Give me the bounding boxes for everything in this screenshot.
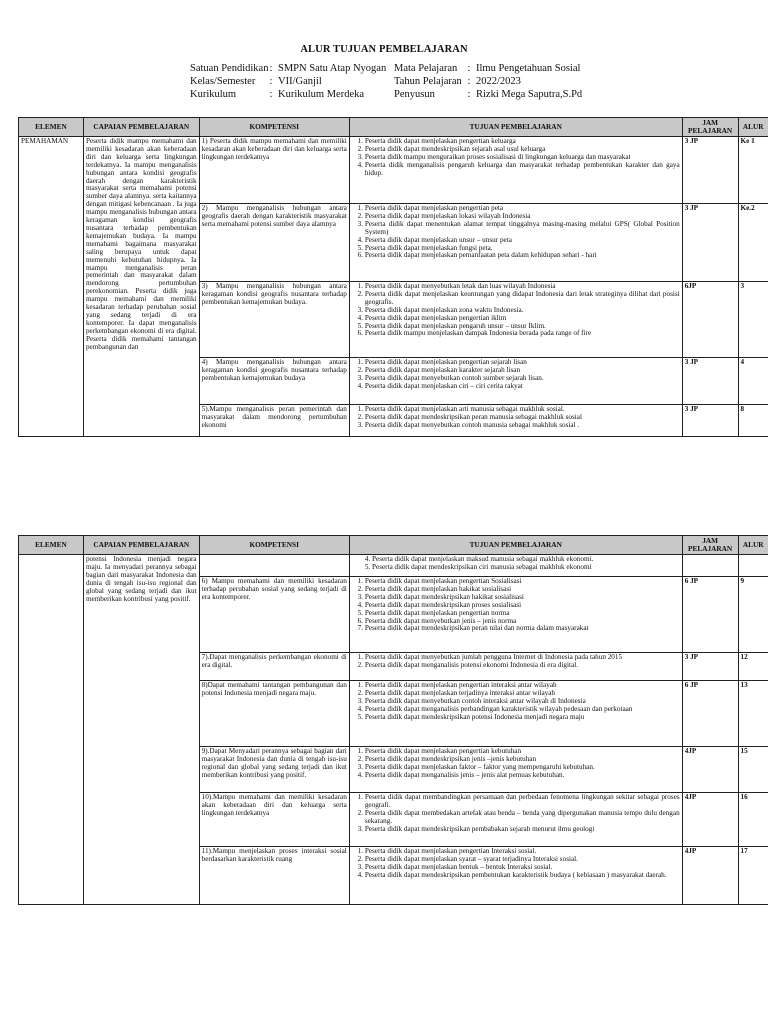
header-jam: JAM PELAJARAN — [682, 536, 738, 555]
tujuan-item: 2. Peserta didik dapat mendeskripsikan jenis –jenis kebutuhan — [365, 756, 680, 764]
meta-label: Kurikulum — [190, 89, 237, 100]
tujuan-item: 3. Peserta didik dapat mendeskripsikan pembabakan sejarah menurut ilmu geologi — [365, 826, 680, 834]
kompetensi-cell: 6) Mampu memahami dan memiliki kesadaran terhadap perubahan sosial yang sedang terjadi di era kontemporer. — [199, 577, 349, 653]
tujuan-item: 3. Peserta didik mampu menguraikan proses sosialisasi di lingkungan keluarga dan masyarakat — [365, 154, 680, 162]
header-capaian: CAPAIAN PEMBELAJARAN — [83, 536, 199, 555]
jam-cell: 6 JP — [682, 681, 738, 747]
tujuan-item: 3. Peserta didik dapat mendeskripsikan hakikat sosialisasi — [365, 594, 680, 602]
tujuan-item: 4. Peserta didik dapat mendeskripsikan pembentukan karakteristik budaya ( kebiasaan ) masyarakat daerah. — [365, 872, 680, 880]
tujuan-item: 1. Peserta didik dapat menjelaskan arti manusia sebagai makhluk sosial. — [365, 406, 680, 414]
header-jam: JAM PELAJARAN — [682, 118, 738, 137]
header-alur: ALUR — [738, 536, 768, 555]
tujuan-item: 4. Peserta didik dapat menjelaskan ciri – ciri cerita rakyat — [365, 383, 680, 391]
jam-cell: 3 JP — [682, 653, 738, 681]
header-capaian: CAPAIAN PEMBELAJARAN — [83, 118, 199, 137]
capaian-cell: potensi Indonesia menjadi negara maju. Ia menyadari perannya sebagai bagian dari masyarakat Indonesia dan dunia di tengah isu-isu regional dan global yang sedang terjadi dan ikut memberikan kontribusi yang positif. — [83, 555, 199, 905]
meta-value: 2022/2023 — [476, 76, 521, 87]
tujuan-item: 5. Peserta didik dapat menjelaskan pengaruh unsur – unsur Iklim. — [365, 323, 680, 331]
tujuan-item: 4. Peserta didik dapat menjelaskan maksud manusia sebagai makhluk ekonomi. — [364, 555, 594, 563]
jam-cell: 6JP — [682, 282, 738, 358]
alur-cell: 8 — [738, 405, 768, 437]
tujuan-item: 3. Peserta didik dapat menyebutkan contoh interaksi antar wilayah di Indonesia — [365, 698, 680, 706]
tujuan-cell — [349, 747, 682, 793]
tujuan-item: 2. Peserta didik dapat mendeskripsikan sejarah asal usul keluarga — [365, 146, 680, 154]
elemen-cell: PEMAHAMAN — [19, 137, 84, 437]
tujuan-item: 1. Peserta didik dapat menjelaskan pengertian peta — [365, 205, 680, 213]
kompetensi-cell: 3) Mampu menganalisis hubungan antara keragaman kondisi geografis nusantara terhadap pembentukan kemajemukan budaya. — [199, 282, 349, 358]
tujuan-item: 1. Peserta didik dapat menjelaskan pengertian sejarah lisan — [365, 359, 680, 367]
table-row — [19, 137, 768, 204]
alur-cell: 15 — [738, 747, 768, 793]
tujuan-cell — [349, 847, 682, 905]
meta-label: Kelas/Semester — [190, 76, 256, 87]
table-alur-2 — [18, 535, 768, 905]
meta-label: Tahun Pelajaran — [394, 76, 462, 87]
kompetensi-cell: 7).Dapat menganalisis perkembangan ekonomi di era digital. — [199, 653, 349, 681]
tujuan-cell — [349, 555, 682, 577]
alur-cell: Ke 1 — [738, 137, 768, 204]
table-row — [19, 555, 768, 577]
tujuan-cell — [349, 681, 682, 747]
tujuan-item: 2. Peserta didik dapat menjelaskan syarat – syarat terjadinya Interaksi sosial. — [365, 856, 680, 864]
jam-cell: 4JP — [682, 747, 738, 793]
kompetensi-cell: 4) Mampu menganalisis hubungan antara keragaman kondisi geografis nusantara terhadap pembentukan kemajemukan budaya — [199, 358, 349, 405]
meta-label: Penyusun — [394, 89, 435, 100]
jam-cell: 4JP — [682, 793, 738, 847]
alur-cell — [738, 555, 768, 577]
tujuan-item: 3. Peserta didik dapat menjelaskan zona waktu Indonesia. — [365, 307, 680, 315]
meta-value: Ilmu Pengetahuan Sosial — [476, 63, 581, 74]
tujuan-item: 3. Peserta didik dapat menjelaskan bentuk – bentuk Interaksi sosial. — [365, 864, 680, 872]
kompetensi-cell: 9).Dapat Menyadari perannya sebagai bagian dari masyarakat Indonesia dan dunia di tengah isu-isu regional dan global yang sedang terjadi dan ikut memberikan kontribusi yang positif. — [199, 747, 349, 793]
header-tujuan: TUJUAN PEMBELAJARAN — [349, 118, 682, 137]
kompetensi-cell: 5).Mampu menganalisis peran pemerintah dan masyarakat dalam mendorong pertumbuhan ekonomi — [199, 405, 349, 437]
tujuan-cell — [349, 793, 682, 847]
tujuan-item: 5. Peserta didik dapat menjelaskan pengertian norma — [365, 610, 680, 618]
tujuan-item: 1. Peserta didik dapat menyebutkan letak dan luas wilayah Indonesia — [365, 283, 680, 291]
alur-cell: 16 — [738, 793, 768, 847]
header-alur: ALUR — [738, 118, 768, 137]
tujuan-item: 4. Peserta didik dapat menjelaskan pengertian iklim — [365, 315, 680, 323]
tujuan-item: 4. Peserta didik dapat menganalisis perbandingan karakteristik wilayah pedesaan dan perkotaan — [365, 706, 680, 714]
header-elemen: ELEMEN — [19, 118, 84, 137]
header-elemen: ELEMEN — [19, 536, 84, 555]
tujuan-cell — [349, 653, 682, 681]
meta-label: Satuan Pendidikan — [190, 63, 269, 74]
tujuan-item: 1. Peserta didik dapat menjelaskan pengertian keluarga — [365, 138, 680, 146]
meta-value: Rizki Mega Saputra,S.Pd — [476, 89, 583, 100]
jam-cell — [682, 555, 738, 577]
tujuan-item: 3. Peserta didik dapat menjelaskan faktor – faktor yang mempengaruhi kebutuhan. — [365, 764, 680, 772]
elemen-cell — [19, 555, 84, 905]
header-kompetensi: KOMPETENSI — [199, 118, 349, 137]
tujuan-cell — [349, 282, 682, 358]
capaian-cell: Peserta didik mampu memahami dan memiliki kesadaran akan keberadaan diri dan keluarga serta lingkungan terdekatnya. Ia mampu menganalisis hubungan antara kondisi geografis daerah dengan karakteristik masyarakat serta memahami potensi sumber daya alamnya. serta kaitannya dengan mitigasi kebencanaan . Ia juga mampu menganalisis hubungan antara keragaman kondisi geografis nusantara terhadap pembentukan kemajemukan budaya. Ia mampu memahami bagaimana masyarakat saling berupaya untuk dapat memenuhi kebutuhan hidupnya. Ia mampu menganalisis peran pemerintah dan masyarakat dalam mendorong pertumbuhan perekonomian. Peserta didik juga mampu memahami dan memiliki kesadaran terhadap perubahan sosial yang sedang terjadi di era kontemporer. Ia dapat menganalisis perkembangan ekonomi di era digital. Peserta didik memahami tantangan pembangunan dan — [83, 137, 199, 437]
tujuan-item: 4. Peserta didik dapat menganalisis jenis – jenis alat pemuas kebutuhan. — [365, 772, 680, 780]
tujuan-item: 2. Peserta didik dapat menjelaskan terjadinya interaksi antar wilayah — [365, 690, 680, 698]
tujuan-cell — [349, 405, 682, 437]
kompetensi-cell: 2) Mampu menganalisis hubungan antara geografis daerah dengan karakteristik masyarakat serta memahami potensi sumber daya alamnya — [199, 204, 349, 282]
tujuan-item: 1. Peserta didik dapat menyebutkan jumlah pengguna Internet di Indonesia pada tahun 2015 — [365, 654, 680, 662]
tujuan-cell — [349, 204, 682, 282]
tujuan-cell — [349, 137, 682, 204]
alur-cell: 17 — [738, 847, 768, 905]
alur-cell: 3 — [738, 282, 768, 358]
tujuan-item: 1. Peserta didik dapat menjelaskan pengertian Sosialisasi — [365, 578, 680, 586]
tujuan-item: 5. Peserta didik dapat mendeskripsikan ciri manusia sebagai makhluk ekonomi — [364, 562, 592, 571]
tujuan-item: 2. Peserta didik dapat menjelaskan lokasi wilayah Indonesia — [365, 213, 680, 221]
tujuan-item: 1. Peserta didik dapat menjelaskan pengertian kebutuhan — [365, 748, 680, 756]
meta-label: Mata Pelajaran — [394, 63, 458, 74]
table-alur-1 — [18, 117, 768, 437]
tujuan-item: 1. Peserta didik dapat membandingkan persamaan dan perbedaan fenomena lingkungan sekitar sebagai proses geografi. — [365, 794, 680, 810]
tujuan-item: 2. Peserta didik dapat menjelaskan hakikat sosialisasi — [365, 586, 680, 594]
header-tujuan: TUJUAN PEMBELAJARAN — [349, 536, 682, 555]
jam-cell: 3 JP — [682, 405, 738, 437]
tujuan-item: 6. Peserta didik dapat menyebutkan jenis – jenis norma — [365, 618, 680, 626]
tujuan-item: 3. Peserta didik dapat menyebutkan contoh manusia sebagai makhluk sosial . — [365, 422, 680, 430]
alur-cell: 9 — [738, 577, 768, 653]
meta-value: Kurikulum Merdeka — [278, 89, 365, 100]
tujuan-item: 2. Peserta didik dapat membedakan artefak atau benda – benda yang dipergunakan manusia tempo dulu dengan sekarang. — [365, 810, 680, 826]
tujuan-item: 7. Peserta didik dapat mendeskripsikan peran nilai dan norma dalam masyarakat — [365, 625, 680, 633]
alur-cell: 13 — [738, 681, 768, 747]
tujuan-item: 3. Peserta didik dapat menyebutkan contoh sumber sejarah lisan. — [365, 375, 680, 383]
alur-cell: Ke.2 — [738, 204, 768, 282]
tujuan-item: 2. Peserta didik dapat menganalisis potensi ekonomi Indonesia di era digital. — [365, 662, 680, 670]
tujuan-item: 4. Peserta didik menganalisis pengaruh keluarga dan masyarakat terhadap pembentukan karakter dan gaya hidup. — [365, 162, 680, 178]
tujuan-item: 2. Peserta didik dapat menjelaskan keuntungan yang didapat Indonesia dari letak strateginya dilihat dari posisi geografis. — [365, 291, 680, 307]
kompetensi-cell: 10).Mampu memahami dan memiliki kesadaran akan keberadaan diri dan keluarga serta lingkungan terdekatnya — [199, 793, 349, 847]
meta-right: Mata Pelajaran : Ilmu Pengetahuan Sosial Tahun Pelajaran : 2022/2023 Penyusun : Rizki Mega Saputra,S.Pd — [394, 63, 583, 100]
kompetensi-cell: 8)Dapat memahami tantangan pembangunan dan potensi Indonesia menjadi negara maju. — [199, 681, 349, 747]
tujuan-item: 1. Peserta didik dapat menjelaskan pengertian Interaksi sosial. — [365, 848, 680, 856]
tujuan-item: 6. Peserta didik mampu menjelaskan dampak Indonesia berada pada range of fire — [365, 330, 680, 338]
tujuan-item: 3. Peserta didik dapat menentukan alamat tempat tinggalnya masing-masing melalui GPS( Global Position System) — [365, 221, 680, 237]
jam-cell: 3 JP — [682, 204, 738, 282]
jam-cell: 3 JP — [682, 358, 738, 405]
tujuan-item: 1. Peserta didik dapat menjelaskan pengertian interaksi antar wilayah — [365, 682, 680, 690]
header-kompetensi: KOMPETENSI — [199, 536, 349, 555]
meta-left: Satuan Pendidikan : SMPN Satu Atap Nyogan Kelas/Semester : VII/Ganjil Kurikulum : Kurikulum Merdeka — [190, 63, 387, 100]
tujuan-item: 4. Peserta didik dapat mendeskripsikan proses sosialisasi — [365, 602, 680, 610]
kompetensi-cell: 11).Mampu menjelaskan proses interaksi sosial berdasarkan karakteristik ruang — [199, 847, 349, 905]
tujuan-item: 2. Peserta didik dapat mendeskripsikan peran manusia sebagai makhluk sosial — [365, 414, 680, 422]
tujuan-item: 6. Peserta didik dapat menjelaskan pemanfaatan peta dalam kehidupan sehari - hari — [365, 252, 680, 260]
page-title: ALUR TUJUAN PEMBELAJARAN — [300, 44, 468, 55]
kompetensi-cell — [199, 555, 349, 577]
alur-cell: 4 — [738, 358, 768, 405]
tujuan-item: 5. Peserta didik dapat mendeskripsikan potensi Indonesia menjadi negara maju — [365, 714, 680, 722]
jam-cell: 6 JP — [682, 577, 738, 653]
tujuan-item: 4. Peserta didik dapat menjelaskan unsur – unsur peta — [365, 237, 680, 245]
jam-cell: 4JP — [682, 847, 738, 905]
tujuan-cell — [349, 358, 682, 405]
alur-cell: 12 — [738, 653, 768, 681]
tujuan-item: 2. Peserta didik dapat menjelaskan karakter sejarah lisan — [365, 367, 680, 375]
tujuan-item: 5. Peserta didik dapat menjelaskan fungsi peta. — [365, 245, 680, 253]
meta-value: VII/Ganjil — [278, 76, 322, 87]
tujuan-cell — [349, 577, 682, 653]
kompetensi-cell: 1) Peserta didik mampu memahami dan memiliki kesadaran akan keberadaan diri dan keluarga serta lingkungan terdekatnya — [199, 137, 349, 204]
meta-value: SMPN Satu Atap Nyogan — [278, 63, 387, 74]
jam-cell: 3 JP — [682, 137, 738, 204]
